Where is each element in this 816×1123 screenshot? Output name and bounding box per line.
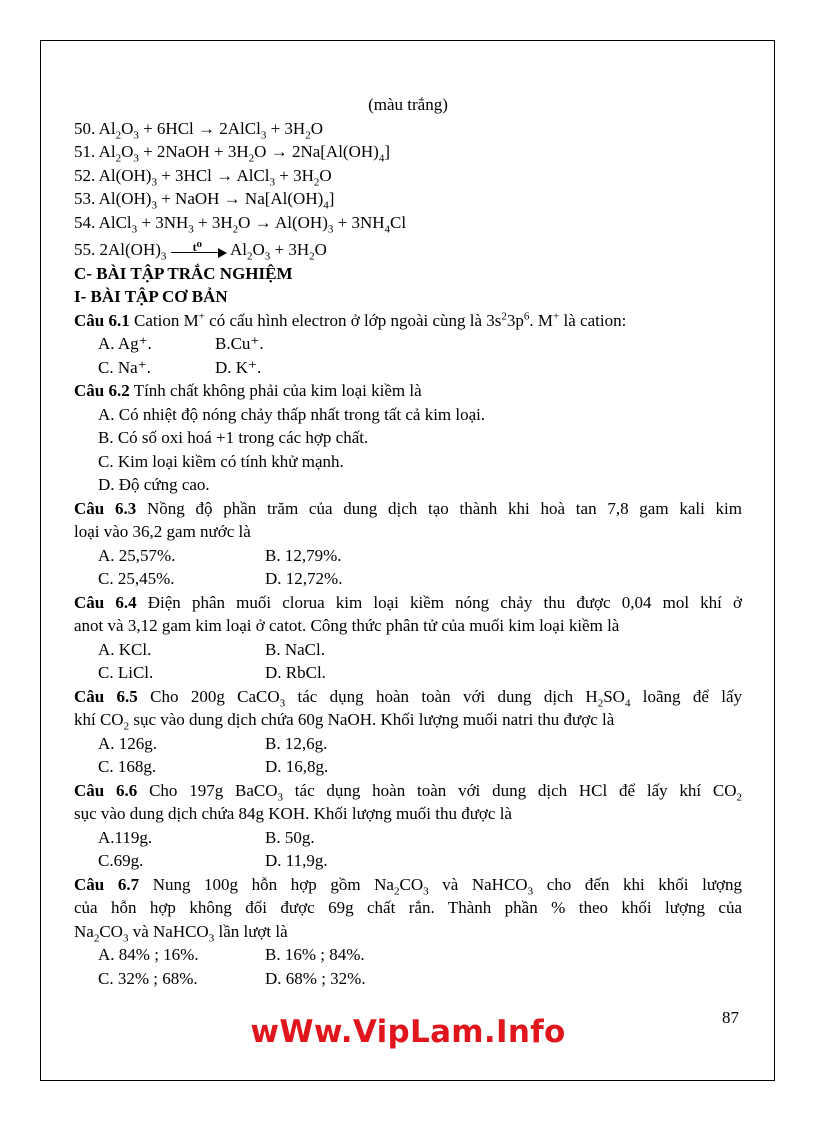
answer-d: D. Độ cứng cao. <box>98 475 210 494</box>
section-i-heading: I- BÀI TẬP CƠ BẢN <box>74 287 228 306</box>
section-c-heading: C- BÀI TẬP TRẮC NGHIỆM <box>74 263 293 283</box>
watermark-link[interactable]: wWw.VipLam.Info <box>250 1014 566 1050</box>
question-6-6-cont: sục vào dung dịch chứa 84g KOH. Khối lượng muối thu được là <box>74 804 512 823</box>
reaction-52: 52. $Al(OH)_3 + 3HCl$ → AlCl$_3$ + $3H_2O$ <box>74 165 332 188</box>
question-6-2: Câu 6.2 Tính chất không phải của kim loại kiềm là <box>74 381 422 400</box>
answer-c: C. Kim loại kiềm có tính khử mạnh. <box>98 451 344 471</box>
answer-row: C.69g. D. 11,9g. <box>98 851 328 870</box>
answer-row: A. Ag⁺. B.Cu⁺. <box>98 334 264 353</box>
answer-row: C. 168g. D. 16,8g. <box>98 757 329 776</box>
reaction-55: 55. $2Al(OH)_3$ t⁰ $Al_2O_3 + 3H_2O$ <box>74 240 327 263</box>
question-6-3-cont: loại vào 36,2 gam nước là <box>74 522 251 541</box>
reaction-54: 54. AlCl$_3$ + $3NH_3 + 3H_2O \to Al(OH)_3 + 3NH_4Cl$ <box>74 212 407 235</box>
question-6-6: Câu 6.6 Cho 197g BaCO$_3$ tác dụng hoàn toàn với dung dịch HCl để lấy khí $CO_2$ <box>74 780 743 803</box>
question-6-3: Câu 6.3 Nồng độ phần trăm của dung dịch tạo thành khi hoà tan 7,8 gam kali kim <box>74 498 743 518</box>
page-number: 87 <box>722 1008 739 1027</box>
question-6-5-cont: khí $CO_2$ sục vào dung dịch chứa 60g NaOH. Khối lượng muối natri thu được là <box>74 710 615 733</box>
answer-a: A. Có nhiệt độ nóng chảy thấp nhất trong tất cả kim loại. <box>98 404 486 424</box>
page-content <box>74 93 742 990</box>
answer-b: B. Có số oxi hoá +1 trong các hợp chất. <box>98 428 369 447</box>
answer-row: C. 25,45%. D. 12,72%. <box>98 569 343 588</box>
question-6-4: Câu 6.4 Điện phân muối clorua kim loại kiềm nóng chảy thu được 0,04 mol khí ở <box>74 592 743 612</box>
answer-row: C. LiCl. D. RbCl. <box>98 663 326 682</box>
reaction-50: 50. $Al_2O_3 + 6HCl$ → 2AlCl$_3$ + $3H_2O$ <box>74 118 323 141</box>
question-6-7: Câu 6.7 Nung 100g hỗn hợp gồm $Na_2CO_3$ và NaHCO$_3$ cho đến khi khối lượng <box>74 874 743 897</box>
reaction-51: 51. $Al_2O_3$ + 2NaOH + $3H_2O \to 2Na[Al(OH)_4]$ <box>74 142 390 165</box>
answer-row: A. 126g. B. 12,6g. <box>98 733 328 753</box>
answer-row: A. 84% ; 16%. B. 16% ; 84%. <box>98 945 365 964</box>
answer-row: A.119g. B. 50g. <box>98 827 315 847</box>
answer-row: C. 32% ; 68%. D. 68% ; 32%. <box>98 968 366 988</box>
question-6-4-cont: anot và 3,12 gam kim loại ở catot. Công thức phân tử của muối kim loại kiềm là <box>74 616 620 635</box>
answer-row: A. KCl. B. NaCl. <box>98 639 325 659</box>
answer-row: C. Na⁺. D. K⁺. <box>98 357 262 377</box>
question-6-1: Câu 6.1 Cation M+ có cấu hình electron ở lớp ngoài cùng là $3s^23p^6$. M+ là cation: <box>74 309 627 330</box>
heat-arrow-icon: t⁰ <box>171 245 227 257</box>
question-6-5: Câu 6.5 Cho 200g CaCO$_3$ tác dụng hoàn toàn với dung dịch $H_2SO_4$ loãng để lấy <box>74 686 743 709</box>
answer-row: A. 25,57%. B. 12,79%. <box>98 545 342 565</box>
note: (màu trắng) <box>368 95 448 114</box>
question-6-7-cont: của hỗn hợp không đổi được 69g chất rắn. Thành phần % theo khối lượng của <box>74 898 742 917</box>
reaction-53: 53. $Al(OH)_3$ + NaOH → $Na[Al(OH)_4]$ <box>74 189 335 212</box>
question-6-7-cont2: $Na_2CO_3$ và NaHCO$_3$ lần lượt là <box>74 921 288 944</box>
